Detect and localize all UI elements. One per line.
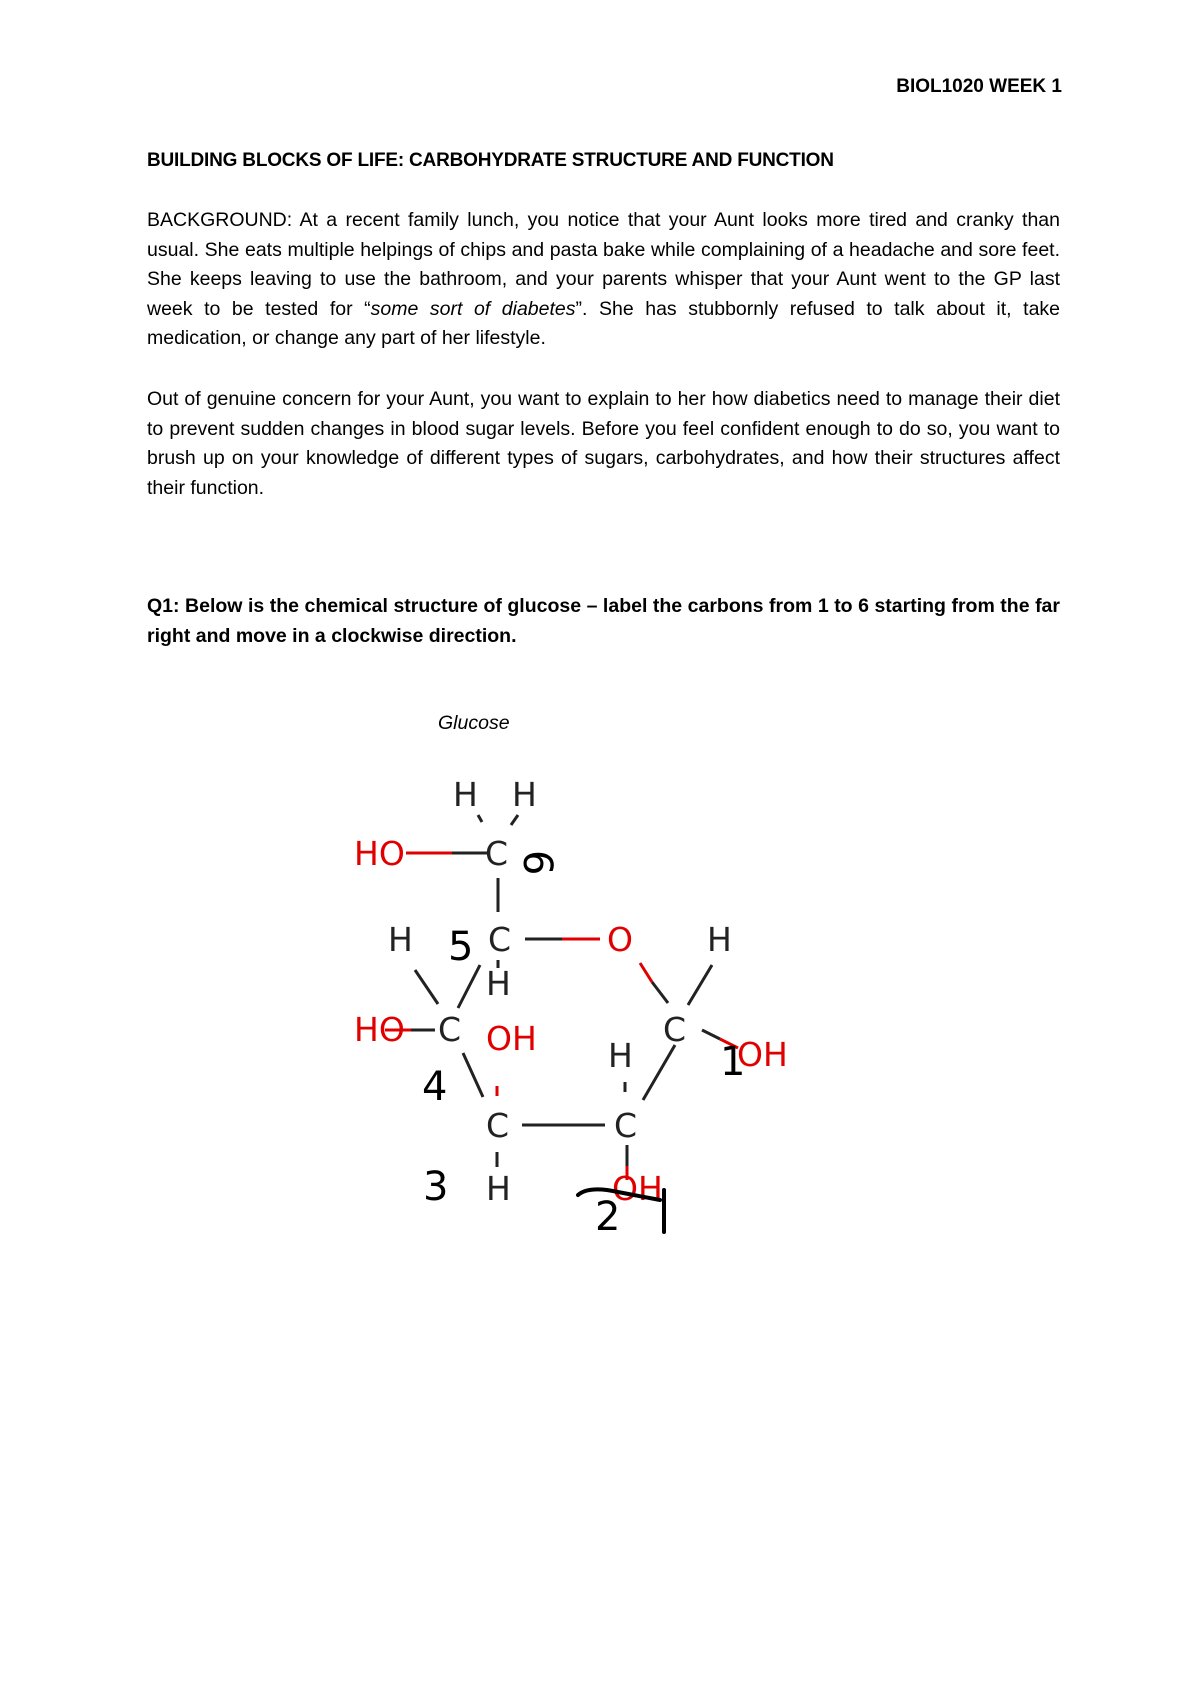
atom-h-c2: H	[608, 1036, 633, 1075]
atom-o-ring: O	[607, 920, 633, 959]
background-italic: some sort of diabetes	[370, 297, 576, 320]
bond-c6-h-right	[511, 815, 518, 825]
question-1-text: Q1: Below is the chemical structure of glucose – label the carbons from 1 to 6 starting from the far right and move in a clockwise direction.	[147, 595, 1060, 647]
atom-ho-c4: HO	[354, 1010, 405, 1049]
atom-c3: C	[486, 1106, 510, 1145]
figure-caption: Glucose	[438, 712, 510, 734]
atom-c4: C	[438, 1010, 462, 1049]
atom-c1: C	[663, 1010, 687, 1049]
handwritten-1: 1	[720, 1039, 746, 1085]
concern-text: Out of genuine concern for your Aunt, you want to explain to her how diabetics need to manage their diet to prevent sudden changes in blood sugar levels. Before you feel confident enough to do so, you want to brush up on your knowledge of different types of sugars, carbohydrates, and how their structures affect their function.	[147, 388, 1060, 499]
atom-ho-c6: HO	[354, 834, 405, 873]
atom-c6: C	[485, 834, 509, 873]
document-title: BUILDING BLOCKS OF LIFE: CARBOHYDRATE STRUCTURE AND FUNCTION	[147, 150, 834, 171]
question-1	[147, 592, 1060, 651]
background-paragraph	[147, 206, 1060, 354]
atom-h-c5: H	[486, 964, 511, 1003]
handwritten-2: 2	[595, 1194, 621, 1240]
bonds	[385, 815, 738, 1180]
atom-h-c6-right: H	[512, 775, 537, 814]
bond-c4-c5	[458, 965, 480, 1008]
background-text-2: ”. She has stubbornly refused to talk about it, take medication, or change any part of her lifestyle.	[147, 297, 1061, 349]
atom-h-c4-top: H	[388, 920, 413, 959]
handwritten-3: 3	[423, 1164, 449, 1210]
atom-h-c1: H	[707, 920, 732, 959]
atom-c5: C	[488, 920, 512, 959]
bond-o-c1-red	[640, 963, 652, 982]
handwritten-6: 6	[514, 850, 560, 876]
background-text-1: : At a recent family lunch, you notice that your Aunt looks more tired and cranky than usual. She eats multiple helpings of chips and pasta bake while complaining of a headache and sore feet. She keeps leaving to use the bathroom, and your parents whisper that your Aunt went to the GP last week to be tested for “	[147, 209, 1060, 320]
bond-c1-oh-dark	[702, 1030, 720, 1039]
atom-oh-c1: OH	[737, 1035, 788, 1074]
bond-o-c1-dark	[652, 982, 668, 1003]
handwritten-5: 5	[448, 924, 474, 970]
glucose-structure-diagram	[300, 760, 900, 1260]
bond-c6-h-left	[478, 815, 482, 822]
atom-oh-c2: OH	[612, 1169, 663, 1208]
handwritten-labels	[422, 850, 745, 1240]
bond-c4-c3	[463, 1053, 483, 1097]
bond-c1-c2	[643, 1045, 675, 1100]
atom-h-c6-left: H	[453, 775, 478, 814]
atom-h-c3: H	[486, 1169, 511, 1208]
bond-c1-h	[688, 965, 712, 1005]
handwritten-4: 4	[422, 1064, 448, 1110]
atoms	[354, 775, 788, 1208]
concern-paragraph	[147, 385, 1060, 503]
atom-c2: C	[614, 1106, 638, 1145]
bond-c4-h	[415, 970, 438, 1004]
atom-oh-c3: OH	[486, 1019, 537, 1058]
course-header: BIOL1020 WEEK 1	[896, 76, 1062, 97]
background-label: BACKGROUND	[147, 209, 287, 231]
